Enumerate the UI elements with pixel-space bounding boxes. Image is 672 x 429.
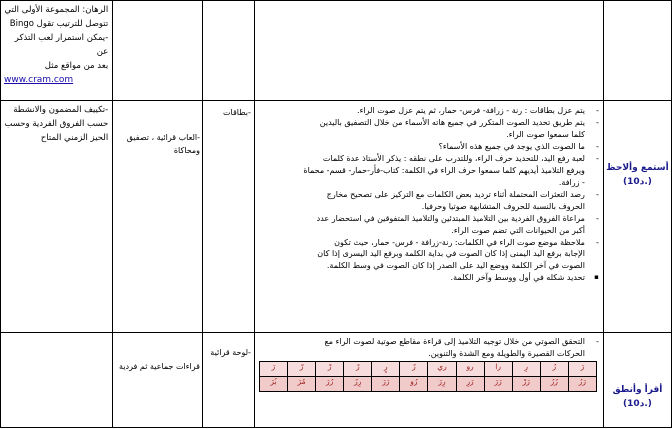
step-item	[259, 153, 585, 188]
notes-line: تتوصل للترتيب تقول Bingo	[9, 19, 109, 29]
steps-cell-top	[254, 1, 603, 101]
step-line: الإجابة برفع اليد اليمنى إذا كان الصوت في بداية الكلمة وبرفع اليد اليسرى إذا كان	[317, 249, 585, 259]
notes-line: الحيز الزمني المتاح	[40, 133, 109, 143]
step-line: - ملاحظة موضع صوت الراء في الكلمات: رنة-زرافة - فرس- حمار، حيث تكون	[334, 237, 585, 247]
syllable-table	[259, 361, 597, 392]
notes-line: -يمكن استمرار لعب التذكر عن	[14, 33, 109, 57]
resources-cell-top	[203, 1, 255, 101]
syllable-row	[259, 362, 596, 377]
notes-line: -تكييف المضمون والانشطة	[13, 105, 109, 115]
notes-top	[1, 1, 112, 87]
step-item	[259, 141, 585, 153]
syllable-cell: رٍ	[372, 362, 400, 377]
syllable-cell: رو	[456, 362, 484, 377]
notes-line: بعد من مواقع مثل	[44, 61, 109, 71]
row-bottom	[1, 333, 672, 428]
resources-cell-main	[203, 101, 255, 333]
syllable-cell: رِ	[512, 362, 540, 377]
syllable-cell: رَرَ	[372, 377, 400, 392]
steps-list-bottom	[255, 333, 603, 359]
cram-link[interactable]: www.cram.com	[4, 75, 74, 85]
stage-title: أقرأ وأنطق	[612, 385, 663, 395]
step-line: أكبر من الحيوانات التي تضم صوت الراء.	[451, 225, 585, 235]
step-item	[259, 105, 585, 117]
syllable-cell: رَ	[259, 362, 287, 377]
strategies-cell-top	[113, 1, 203, 101]
syllable-cell: رُ	[540, 362, 568, 377]
syllable-cell: رْ	[316, 362, 344, 377]
stage-cell-bottom	[603, 333, 671, 428]
syllable-cell: رً	[344, 362, 372, 377]
row-main	[1, 101, 672, 333]
step-line: الحركات القصيرة والطويلة ومع الشدة والتنوين.	[428, 348, 585, 358]
notes-line: الرهان: المجموعة الأولى التي	[4, 5, 109, 15]
step-line: - يتم طريق تحديد الصوت المتكرر في جميع هاته الأسماء من خلال التصفيق باليدين	[319, 118, 585, 128]
syllable-cell: رَ	[568, 362, 596, 377]
stage-time: (10د.)	[623, 399, 652, 409]
steps-list-main	[255, 101, 603, 284]
syllable-cell: رِرُ	[344, 377, 372, 392]
stage-time: (10د.)	[623, 177, 652, 187]
notes-cell-main	[1, 101, 113, 333]
syllable-row	[259, 377, 596, 392]
step-item	[259, 336, 585, 359]
syllable-cell: رَرْ	[512, 377, 540, 392]
syllable-cell: رَرَ	[484, 377, 512, 392]
step-item	[259, 237, 585, 272]
syllable-cell: رَرِ	[456, 377, 484, 392]
resource-line: -بطاقات	[223, 108, 251, 117]
notes-line: حسب الفروق الفردية وحسب	[4, 119, 109, 129]
step-line: - زرافة.	[558, 177, 585, 187]
stage-cell-top	[603, 1, 671, 101]
resources-bottom	[203, 333, 254, 359]
strategy-line: قراءات جماعية ثم فردية	[119, 362, 200, 371]
step-item	[259, 117, 585, 140]
resources-main	[203, 101, 254, 119]
step-item	[259, 213, 585, 236]
stage-label-bottom	[604, 333, 671, 411]
stage-cell-main	[603, 101, 671, 333]
strategies-cell-main	[113, 101, 203, 333]
notes-cell-top	[1, 1, 113, 101]
stage-title: أستمع وألاحظ	[606, 163, 669, 173]
strategies-cell-bottom	[113, 333, 203, 428]
syllable-cell: رُو	[400, 377, 428, 392]
step-line: - لعبة رفع اليد، للتحديد حرف الراء، وللتدرب على نطقه : يذكر الأستاذ عدة كلمات	[322, 154, 585, 164]
strategies-main	[113, 101, 202, 157]
step-line: - ما الصوت الذي يوجد في جميع هذه الأسماء؟	[438, 142, 585, 152]
step-line: - يتم عزل بطاقات : رنة - زرافة- فرس- حمار، ثم يتم عزل صوت الراء.	[357, 106, 585, 115]
strategies-bottom	[113, 333, 202, 373]
syllable-cell: بُرَ	[259, 377, 287, 392]
steps-cell-main	[254, 101, 603, 333]
row-top	[1, 1, 672, 101]
step-line: الصوت في آخر الكلمة ووضع اليد على الصدر إذا كان الصوت في وسط الكلمة.	[326, 261, 585, 271]
step-line: كلما سمعوا صوت الراء.	[506, 129, 585, 139]
syllable-cell: مُرَ	[288, 377, 316, 392]
step-line: - رصد التعثرات المحتملة أثناء ترديد بعض الكلمات مع التركيز على تصحيح مخارج	[326, 189, 585, 199]
step-line: الحروف بالنسبة للحروف المتشابهة صوتيا وحرفيا.	[421, 201, 585, 211]
strategy-line: ومحاكاة	[173, 146, 200, 155]
resource-line: -لوحة قرائية	[210, 348, 251, 357]
syllable-cell: رُرَ	[316, 377, 344, 392]
notes-cell-bottom	[1, 333, 113, 428]
stage-label-main	[604, 101, 671, 189]
syllable-cell: رٌ	[400, 362, 428, 377]
step-line: - التحقق الصوتي من خلال توجيه التلاميذ إلى قراءة مقاطع صوتية لصوت الراء مع	[324, 337, 585, 346]
step-item	[259, 272, 585, 284]
step-item	[259, 189, 585, 212]
step-line: - مراعاة الفروق الفردية بين التلاميذ المبتدئين والتلاميذ المتفوقين في استحضار عدد	[316, 213, 585, 223]
notes-main	[1, 101, 112, 145]
syllable-cell: رَرُ	[568, 377, 596, 392]
syllable-cell: ري	[428, 362, 456, 377]
syllable-cell: رُرُ	[540, 377, 568, 392]
step-line: ▪ تحديد شكله في أول ووسط وآخر الكلمة.	[450, 273, 585, 283]
strategy-line: -العاب قرائية ، تصفيق	[126, 133, 200, 142]
syllable-cell: رّ	[288, 362, 316, 377]
syllable-cell: را	[484, 362, 512, 377]
steps-cell-bottom	[254, 333, 603, 428]
resources-cell-bottom	[203, 333, 255, 428]
step-line: ويرفع التلاميذ أيديهم كلما سمعوا حرف الراء في الكلمة: كتاب-فأر-حمار- قسم- محماة	[303, 166, 585, 176]
syllable-cell: رِرَ	[428, 377, 456, 392]
